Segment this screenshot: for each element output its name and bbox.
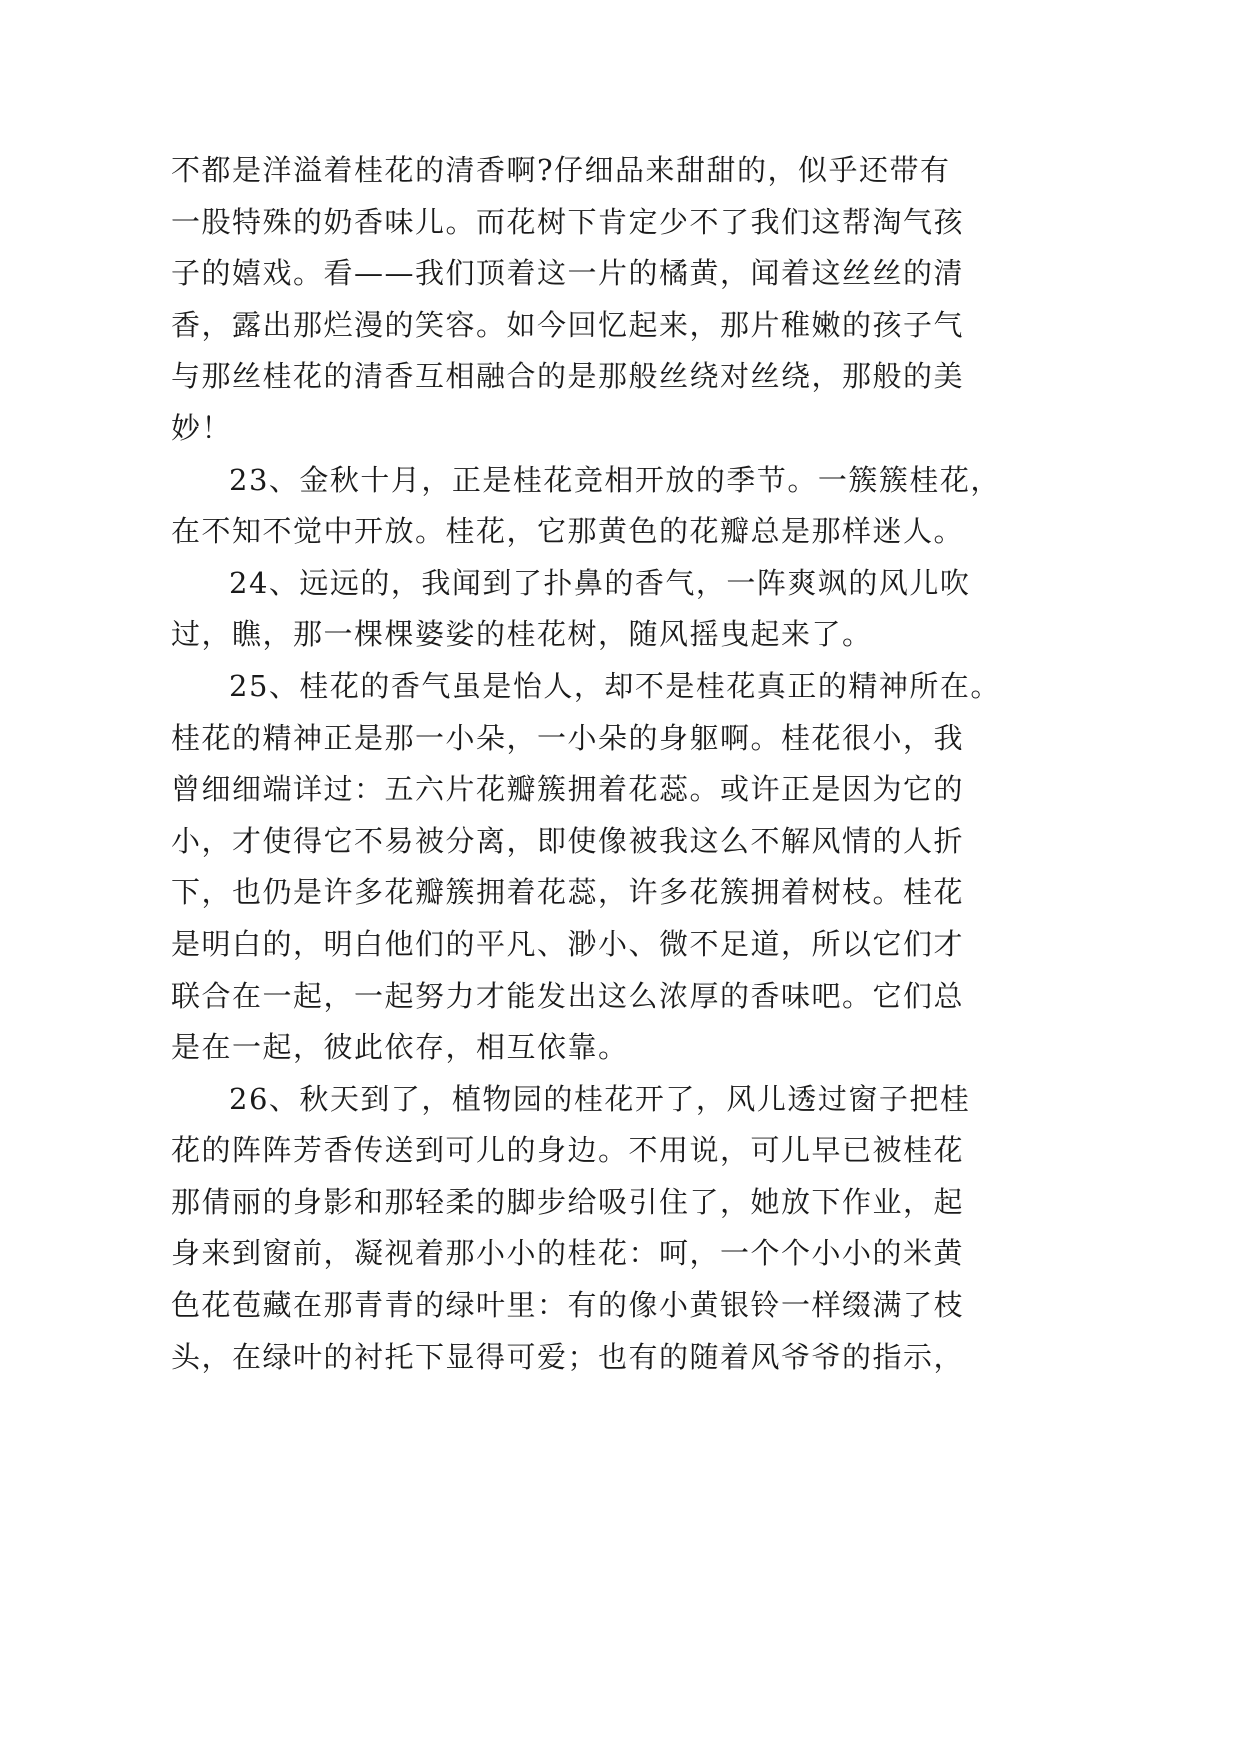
text-line: 不都是洋溢着桂花的清香啊?仔细品来甜甜的，似乎还带有 <box>171 153 951 187</box>
text-line: 25、桂花的香气虽是怡人，却不是桂花真正的精神所在。 <box>229 668 1001 703</box>
text-line: 身来到窗前，凝视着那小小的桂花：呵，一个个小小的米黄 <box>171 1236 965 1271</box>
text-line: 花的阵阵芳香传送到可儿的身边。不用说，可儿早已被桂花 <box>171 1133 965 1168</box>
text-line: 曾细细端详过：五六片花瓣簇拥着花蕊。或许正是因为它的 <box>171 772 965 807</box>
text-line: 过，瞧，那一棵棵婆娑的桂花树，随风摇曳起来了。 <box>171 617 873 652</box>
text-line: 24、远远的，我闻到了扑鼻的香气，一阵爽飒的风儿吹 <box>229 565 971 600</box>
text-line: 下，也仍是许多花瓣簇拥着花蕊，许多花簇拥着树枝。桂花 <box>171 875 965 910</box>
text-line: 色花苞藏在那青青的绿叶里：有的像小黄银铃一样缀满了枝 <box>171 1288 965 1323</box>
text-line: 桂花的精神正是那一小朵，一小朵的身躯啊。桂花很小，我 <box>171 720 965 755</box>
text-line: 在不知不觉中开放。桂花，它那黄色的花瓣总是那样迷人。 <box>171 514 965 549</box>
text-line: 23、金秋十月，正是桂花竞相开放的季节。一簇簇桂花， <box>229 462 1001 497</box>
text-line: 妙！ <box>171 410 233 445</box>
text-line: 一股特殊的奶香味儿。而花树下肯定少不了我们这帮淘气孩 <box>171 204 965 239</box>
text-line: 联合在一起，一起努力才能发出这么浓厚的香味吧。它们总 <box>171 978 965 1013</box>
text-line: 那倩丽的身影和那轻柔的脚步给吸引住了，她放下作业，起 <box>171 1184 965 1219</box>
text-line: 是明白的，明白他们的平凡、渺小、微不足道，所以它们才 <box>171 926 965 961</box>
text-line: 是在一起，彼此依存，相互依靠。 <box>171 1030 629 1065</box>
document-body <box>171 145 1001 1383</box>
text-line: 26、秋天到了，植物园的桂花开了，风儿透过窗子把桂 <box>229 1081 971 1116</box>
text-line: 与那丝桂花的清香互相融合的是那般丝绕对丝绕，那般的美 <box>171 359 965 394</box>
text-line: 头，在绿叶的衬托下显得可爱；也有的随着风爷爷的指示， <box>171 1339 965 1374</box>
text-line: 子的嬉戏。看——我们顶着这一片的橘黄，闻着这丝丝的清 <box>171 256 965 291</box>
text-line: 香，露出那烂漫的笑容。如今回忆起来，那片稚嫩的孩子气 <box>171 307 965 342</box>
text-line: 小，才使得它不易被分离，即使像被我这么不解风情的人折 <box>171 823 965 858</box>
